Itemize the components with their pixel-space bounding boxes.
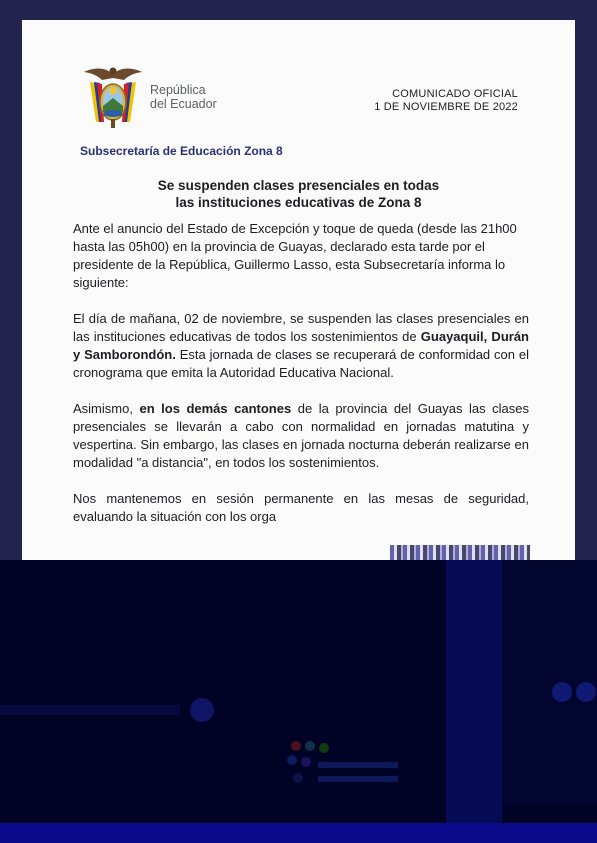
faint-artifact-line bbox=[0, 705, 180, 715]
subsecretaria-label: Subsecretaría de Educación Zona 8 bbox=[80, 144, 283, 158]
comunicado-date: 1 DE NOVIEMBRE DE 2022 bbox=[374, 101, 518, 113]
paragraph-3-bold: en los demás cantones bbox=[139, 401, 292, 416]
faint-circle-icon bbox=[552, 682, 572, 702]
logo-text-ecuador: del Ecuador bbox=[150, 97, 217, 111]
coat-of-arms-icon bbox=[82, 64, 144, 130]
title-line-2: las instituciones educativas de Zona 8 bbox=[175, 195, 422, 210]
logo-text-republica: República bbox=[150, 83, 206, 97]
bottom-stripe bbox=[0, 823, 597, 843]
paragraph-4: Nos mantenemos en sesión permanente en las mesas de seguridad, evaluando la situación con los orga bbox=[73, 491, 529, 524]
faint-circle-icon bbox=[190, 698, 214, 722]
paragraph-2 bbox=[73, 310, 529, 382]
paragraph-2-text-b: Esta jornada de clases se recuperará de conformidad con el cronograma que emita la Autoridad Educativa Nacional. bbox=[73, 347, 529, 380]
paragraph-3 bbox=[73, 400, 529, 472]
corrupted-block-a bbox=[446, 560, 502, 823]
paragraph-2-bold: Guayaquil, Durán y Samborondón. bbox=[73, 329, 529, 362]
republica-ecuador-logo bbox=[82, 64, 217, 130]
logo-wordmark bbox=[150, 83, 217, 111]
faint-circle-icon bbox=[576, 682, 596, 702]
document-body bbox=[73, 220, 529, 544]
title-line-1: Se suspenden clases presenciales en todas bbox=[157, 178, 440, 193]
paragraph-2-text-a: El día de mañana, 02 de noviembre, se suspenden las clases presenciales en las instituciones educativas de todos los sostenimientos de bbox=[73, 311, 529, 344]
paragraph-3-text-b: de la provincia del Guayas las clases presenciales se llevarán a cabo con normalidad en jornadas matutina y vespertina. Sin embargo, las clases en jornada nocturna deberán realizarse en modalidad "a distancia", en todos los sostenimientos. bbox=[73, 401, 529, 470]
document-title bbox=[72, 177, 525, 211]
faint-logo-icon bbox=[284, 738, 404, 790]
comunicado-label: COMUNICADO OFICIAL bbox=[392, 88, 518, 100]
paragraph-1: Ante el anuncio del Estado de Excepción y toque de queda (desde las 21h00 hasta las 05h00) en la provincia de Guayas, declarado esta tarde por el presidente de la República, Guillermo Lasso, esta Subsecretaría informa lo siguiente: bbox=[73, 221, 517, 290]
document-page bbox=[22, 20, 575, 560]
comunicado-heading bbox=[374, 88, 518, 114]
corruption-strip bbox=[390, 545, 530, 560]
paragraph-3-text-a: Asimismo, bbox=[73, 401, 140, 416]
